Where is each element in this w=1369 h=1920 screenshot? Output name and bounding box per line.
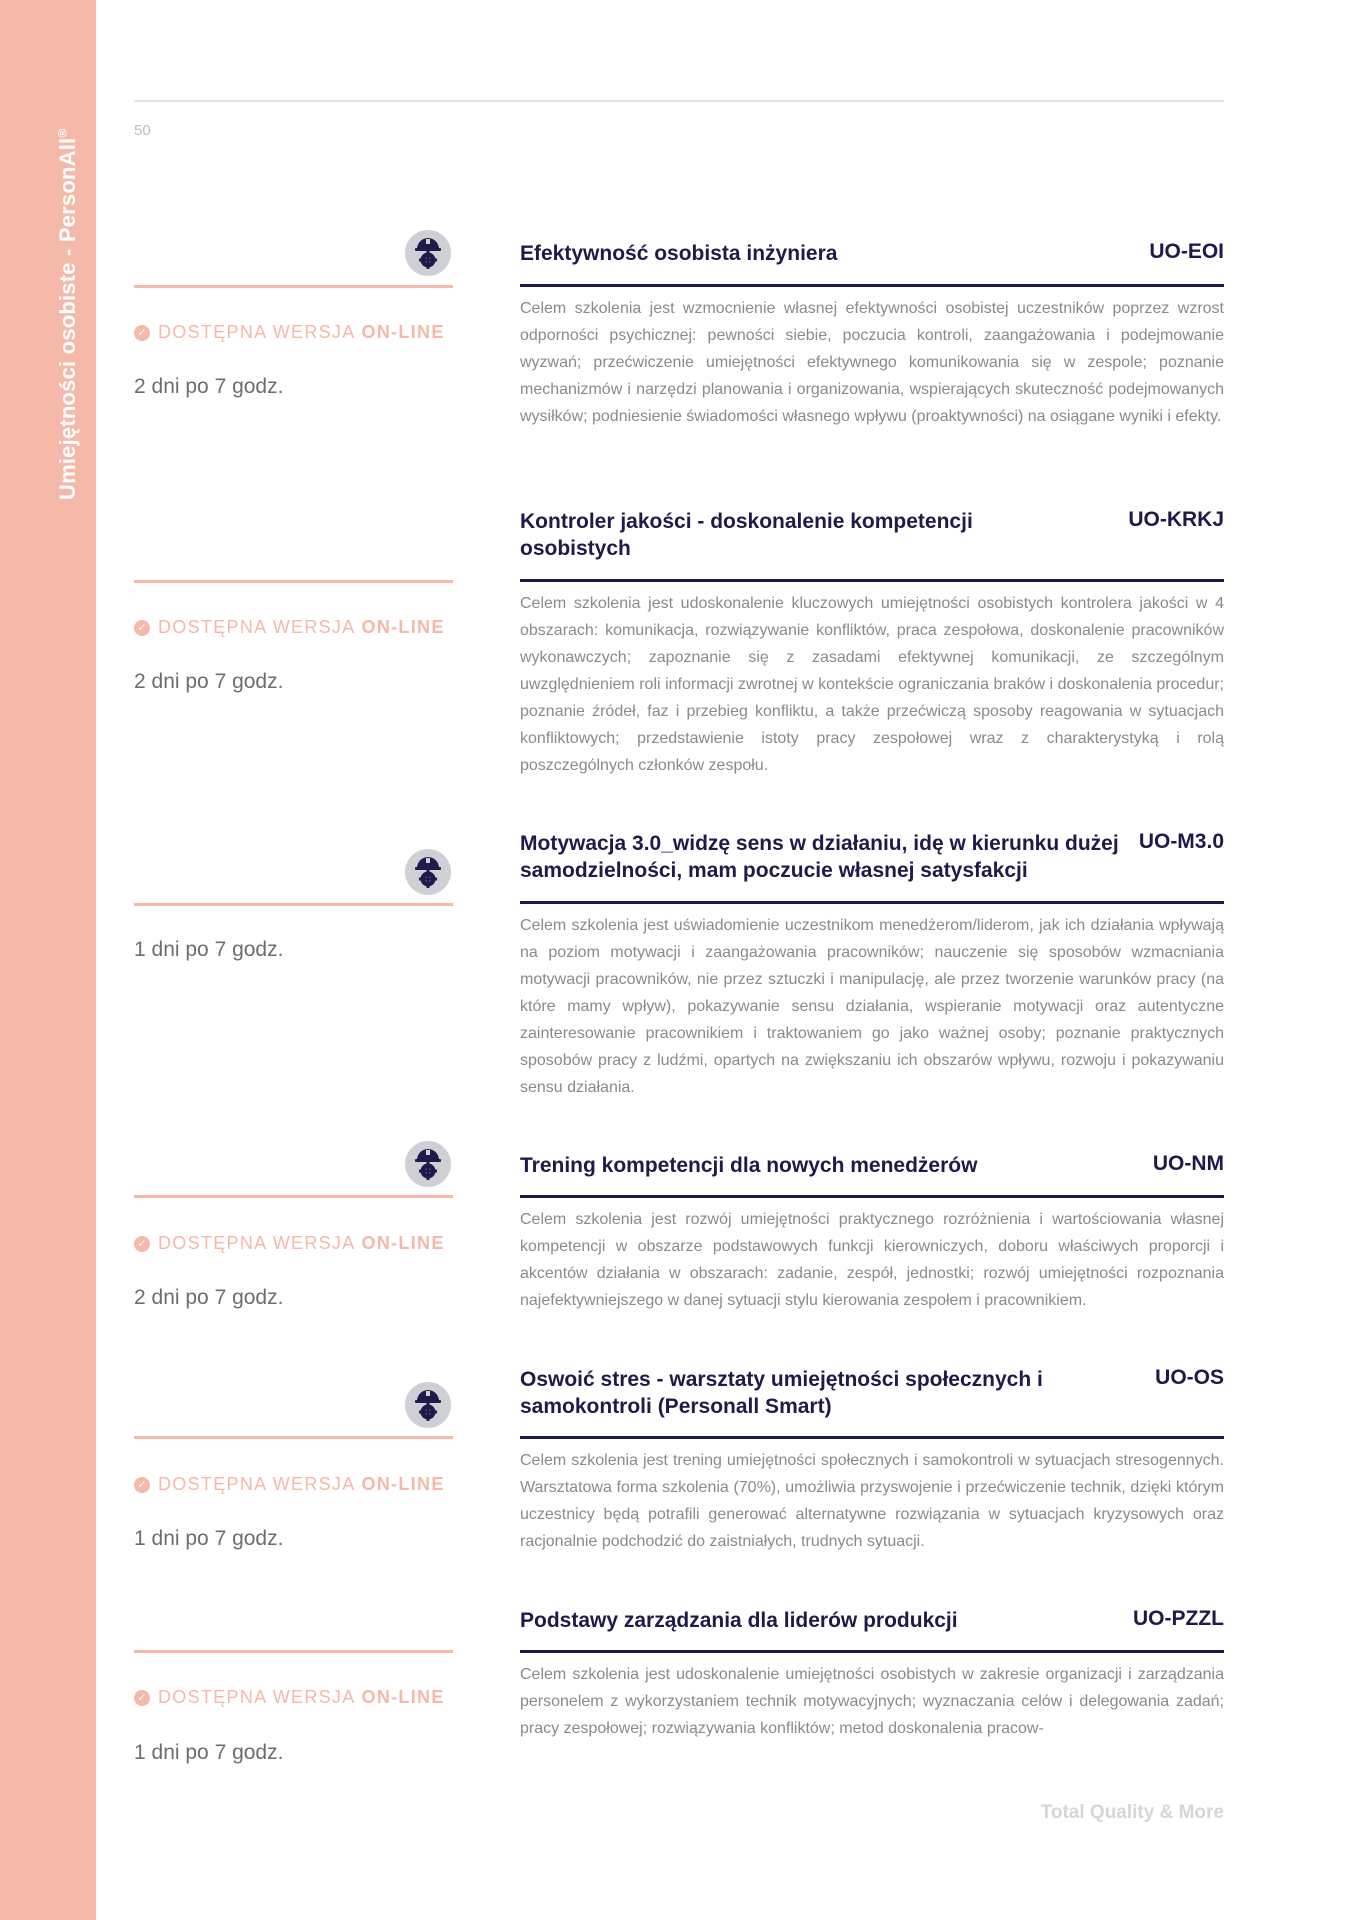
online-label: DOSTĘPNA WERSJA: [158, 1687, 356, 1707]
online-label: DOSTĘPNA WERSJA: [158, 322, 356, 342]
course-description: Celem szkolenia jest udoskonalenie kluczowych umiejętności osobistych kontrolera jakości w 4 obszarach: komunikacja, rozwiązywanie konfliktów, praca zespołowa, doskonalenie pracowników wykonawczych; zapoznanie się z zasadami efektywnej komunikacji, ze szczególnym uwzględnieniem roli informacji zwrotnej w kontekście ograniczania braków i doskonalenia procedur; poznanie źródeł, faz i przebieg konfliktu, a także przećwiczą sposoby reagowania w sytuacjach konfliktowych; przedstawienie istoty pracy zespołowej wraz z charakterystyką i rolą poszczególnych członków zespołu.: [520, 595, 1224, 774]
course-duration: 1 dni po 7 godz.: [134, 1527, 284, 1550]
right-divider: [520, 1195, 1224, 1198]
course-code: UO-PZZL: [1133, 1607, 1224, 1630]
course-duration: 2 dni po 7 godz.: [134, 1286, 284, 1309]
sidebar-band: [0, 0, 96, 1920]
online-badge: [134, 322, 445, 343]
course-title: Podstawy zarządzania dla liderów produkcji: [520, 1609, 958, 1632]
worker-helmet-gear-icon: [405, 1382, 451, 1428]
online-badge: [134, 617, 445, 638]
course-code: UO-NM: [1152, 1152, 1224, 1175]
online-badge: [134, 1687, 445, 1708]
course-description: Celem szkolenia jest udoskonalenie umiejętności osobistych w zakresie organizacji i zarządzania personelem z wykorzystaniem technik motywacyjnych; wyznaczania celów i delegowania zadań; pracy zespołowej; rozwiązywania konfliktów; metod doskonalenia pracow-: [520, 1666, 1224, 1737]
course-duration: 1 dni po 7 godz.: [134, 1741, 284, 1764]
check-circle-icon: ✓: [134, 1477, 150, 1493]
course-title: Kontroler jakości - doskonalenie kompetencji osobistych: [520, 510, 973, 560]
sidebar-title-text: Umiejętności osobiste - PersonAll: [55, 137, 80, 500]
top-divider: [134, 100, 1224, 102]
right-divider: [520, 901, 1224, 904]
online-label-strong: ON-LINE: [361, 617, 445, 637]
course-code: UO-EOI: [1149, 240, 1224, 263]
course-description: Celem szkolenia jest wzmocnienie własnej efektywności osobistej uczestników poprzez wzrost odporności psychicznej: pewności siebie, poczucia kontroli, zaangażowania i podejmowanie wyzwań; przećwiczenie umiejętności efektywnego komunikowania się w zespole; poznanie mechanizmów i narzędzi planowania i organizowania, wspierających skuteczność podejmowanych wysiłków; podniesienie świadomości własnego wpływu (proaktywności) na osiągane wyniki i efekty.: [520, 300, 1224, 425]
right-divider: [520, 1650, 1224, 1653]
right-divider: [520, 579, 1224, 582]
left-divider: [134, 1650, 453, 1653]
course-description: Celem szkolenia jest trening umiejętności społecznych i samokontroli w sytuacjach stresogennych. Warsztatowa forma szkolenia (70%), umożliwia przyswojenie i przećwiczenie technik, dzięki którym uczestnicy będą potrafili generować alternatywne rozwiązania w sytuacjach kryzysowych oraz racjonalnie podchodzić do zaistniałych, trudnych sytuacji.: [520, 1452, 1224, 1550]
course-code: UO-OS: [1155, 1366, 1224, 1389]
course-duration: 2 dni po 7 godz.: [134, 670, 284, 693]
worker-helmet-gear-icon: [405, 230, 451, 276]
course-title: Motywacja 3.0_widzę sens w działaniu, idę w kierunku dużej samodzielności, mam poczucie własnej satysfakcji: [520, 832, 1119, 882]
course-title: Oswoić stres - warsztaty umiejętności społecznych i samokontroli (Personall Smart): [520, 1368, 1043, 1418]
footer-brand: Total Quality & More: [1040, 1802, 1224, 1823]
check-circle-icon: ✓: [134, 1690, 150, 1706]
registered-mark: ®: [55, 128, 70, 138]
online-label-strong: ON-LINE: [361, 1687, 445, 1707]
course-description: Celem szkolenia jest rozwój umiejętności praktycznego rozróżnienia i wartościowania własnej kompetencji w obszarze podstawowych funkcji kierowniczych, doboru właściwych proporcji i akcentów działania w obszarach: zadanie, zespół, jednostki; rozwój umiejętności rozpoznania najefektywniejszego w danej sytuacji stylu kierowania zespołem i pracownikiem.: [520, 1211, 1224, 1309]
left-divider: [134, 285, 453, 288]
check-circle-icon: ✓: [134, 1236, 150, 1252]
check-circle-icon: ✓: [134, 325, 150, 341]
left-divider: [134, 1436, 453, 1439]
course-title: Trening kompetencji dla nowych menedżerów: [520, 1154, 978, 1177]
page-number: 50: [134, 122, 151, 139]
online-badge: [134, 1233, 445, 1254]
online-label: DOSTĘPNA WERSJA: [158, 1233, 356, 1253]
course-duration: 2 dni po 7 godz.: [134, 375, 284, 398]
online-label: DOSTĘPNA WERSJA: [158, 617, 356, 637]
online-label-strong: ON-LINE: [361, 1474, 445, 1494]
right-divider: [520, 284, 1224, 287]
course-duration: 1 dni po 7 godz.: [134, 938, 284, 961]
sidebar-title: [55, 129, 81, 500]
left-divider: [134, 580, 453, 583]
online-badge: [134, 1474, 445, 1495]
course-description: Celem szkolenia jest uświadomienie uczestnikom menedżerom/liderom, jak ich działania wpływają na poziom motywacji i zaangażowania pracowników; nauczenie się sposobów wzmacniania motywacji pracowników, nie przez sztuczki i manipulację, ale przez tworzenie warunków pracy (na które mamy wpływ), pokazywanie sensu działania, wspieranie motywacji oraz autentyczne zainteresowanie pracownikiem i traktowaniem go jako ważnej osoby; poznanie praktycznych sposobów pracy z ludźmi, opartych na zwiększaniu ich obszarów wpływu, rozwoju i pokazywaniu sensu działania.: [520, 917, 1224, 1096]
online-label: DOSTĘPNA WERSJA: [158, 1474, 356, 1494]
worker-helmet-gear-icon: [405, 849, 451, 895]
course-code: UO-M3.0: [1138, 830, 1224, 853]
left-divider: [134, 903, 453, 906]
worker-helmet-gear-icon: [405, 1141, 451, 1187]
check-circle-icon: ✓: [134, 620, 150, 636]
left-divider: [134, 1195, 453, 1198]
online-label-strong: ON-LINE: [361, 1233, 445, 1253]
online-label-strong: ON-LINE: [361, 322, 445, 342]
course-title: Efektywność osobista inżyniera: [520, 242, 838, 265]
right-divider: [520, 1436, 1224, 1439]
course-code: UO-KRKJ: [1128, 508, 1224, 531]
